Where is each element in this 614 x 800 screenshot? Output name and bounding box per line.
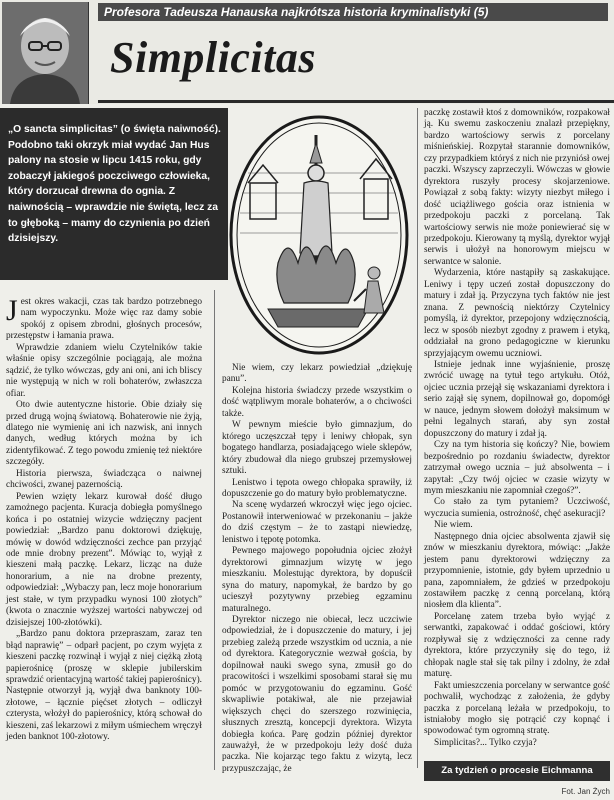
body-paragraph: Następnego dnia ojciec absolwenta zjawił się znów w mieszkaniu dyrektora, mówiąc: „Jakże jestem panu dyrektorowi wdzięczny za przypomnienie, istotnie, gdy byłem uprzednio u pana, zapomniałem, że gdzieś w przedpokoju zostawiłem paczkę z cenną porcelaną, którą niosłem dla klienta”. <box>424 531 610 611</box>
author-portrait-image <box>2 2 88 104</box>
drop-cap: J <box>6 294 18 327</box>
woodcut-illustration <box>228 113 410 357</box>
hus-stake-engraving <box>228 113 410 357</box>
body-paragraph: Wydarzenia, które nastąpiły są zaskakujące. Leniwy i tępy uczeń został dopuszczony do matury i zdał ją. Przyczyna tych faktów nie jest znana. Z pewnością niektórzy Czytelnicy pomyślą, iż dyrektor, przepojony wdzięcznością, lecz w sposób niezbyt zgodny z prawem i etyką, oddziałał na grono pedagogiczne w kierunku sprzyjającym owemu uczniowi. <box>424 268 610 359</box>
body-paragraph: Pewnego majowego popołudnia ojciec złożył dyrektorowi gimnazjum wizytę w jego mieszkaniu. Molestując dyrektora, by dopuścił syna do matury, napomykał, że bardzo by go ucieszył pozytywny przebieg egzaminu maturalnego. <box>222 546 412 614</box>
header <box>0 0 614 104</box>
body-paragraph: Co stało za tym pytaniem? Uczciwość, wyczucia sumienia, ostrożność, chęć asekuracji? <box>424 497 610 519</box>
column-divider-left <box>214 290 215 770</box>
body-paragraph: Wprawdzie zdaniem wielu Czytelników takie właśnie opisy szczególnie pociągają, ale można sądzić, że tylko wówczas, gdy ani oni, ani ich bliscy nie występują w nich w roli bohaterów, zwłaszcza ofiar. <box>6 342 202 399</box>
next-week-teaser: Za tydzień o procesie Eichmanna <box>424 761 610 781</box>
body-paragraph: Na scenę wydarzeń wkroczył więc jego ojciec. Postanowił interweniować w przekonaniu – jakże do dziś częstym – że to zastąpi niewiedzę, lenistwo i tępotę potomka. <box>222 500 412 545</box>
body-paragraph: Fakt umieszczenia porcelany w serwantce gość pochwalił, wychodząc z założenia, że gdyby paczka z porcelaną leżała w przedpokoju, to istniałoby mogło się potrącić czy kopnąć i spowodować tym ogromną stratę. <box>424 680 610 737</box>
article-column-2 <box>222 363 412 775</box>
article-column-3 <box>424 108 610 749</box>
body-paragraph: Historia pierwsza, świadcząca o naiwnej chciwości, zwanej pazernością. <box>6 468 202 491</box>
closing-line: Simplicitas?... Tylko czyja? <box>434 737 537 748</box>
opening-paragraph: Jest okres wakacji, czas tak bardzo potrzebnego nam wypoczynku. Może więc raz damy sobie spokój z opisem zbrodni, głośnych procesów, przestępstw i łamania prawa. <box>6 294 202 342</box>
body-paragraph: Dyrektor niczego nie obiecał, lecz uczciwie odpowiedział, że i dopuszczenie do matury, i jej przebieg zależą przede wszystkim od ucznia, a nie od dyrektora. Kategorycznie wezwał gościa, by dopilnował nauki swego syna, zmusił go do pracowitości i wszelkimi sposobami starał się mu pomóc w przygotowaniu do egzaminu. Gość skwapliwie potakiwał, ale nie przejawiał większych chęci do szerszego rozwinięcia, słusznych zresztą, koncepcji dyrektora. Wizyta dobiegła końca. Parę godzin później dyrektor zauważył, że w przedpokoju leży dość duża paczka. Nie kojarząc tego faktu z wizytą, lecz przypuszczając, że <box>222 614 412 774</box>
photo-credit: Fot. Jan Żych <box>561 787 610 796</box>
body-paragraph: Istnieje jednak inne wyjaśnienie, proszę zwrócić uwagę na tytuł tego artykułu. Otóż, ojciec ucznia przejął się wskazaniami dyrektora i serio zajął się synem, dopilnował go, dopomógł w nauce, jednym słowem dołożył maksimum w pełni legalnych starań, aby syn został dopuszczony do matury i zdał ją. <box>424 359 610 439</box>
article-title: Simplicitas <box>110 33 316 82</box>
body-paragraph: „Bardzo panu doktora przepraszam, zaraz ten błąd naprawię” – odparł pacjent, po czym wyjęta z kieszeni paczkę rozwinął i wyjął z niej ciężką złotą papierośnicę (proszę w sklepie jubilerskim sprawdzić orientacyjną wartość takiej papierośnicy). Następnie otworzył ją, wyjął dwa banknoty 100-złotowe, – łącznie pięćset złotych – odliczył czterysta, włożył do papierośnicy, którą schował do kieszeni, zaś lekarzowi z miłym uśmiechem wręczył jeden banknot 100-złotowy. <box>6 629 202 743</box>
header-rule <box>98 100 614 103</box>
body-paragraph: Czy na tym historia się kończy? Nie, bowiem bezpośrednio po rozdaniu świadectw, dyrektor zatrzymał owego ucznia – już absolwenta – i zapytał: „Czy twój ojciec w czasie wizyty w mym mieszkaniu nie zapomniał czegoś?”. <box>424 440 610 496</box>
body-paragraph: Lenistwo i tępota owego chłopaka sprawiły, iż dopuszczenie go do matury było problematyczne. <box>222 477 412 499</box>
column-divider-right <box>417 108 418 768</box>
body-paragraph: Kolejna historia świadczy przede wszystkim o dość wątpliwym morale bohaterów, a o chciwości także. <box>222 385 412 419</box>
article-column-1 <box>6 294 202 744</box>
body-paragraph: Nie wiem, czy lekarz powiedział „dziękuję panu”. <box>222 363 412 385</box>
body-paragraph: Oto dwie autentyczne historie. Obie działy się przed drugą wojną światową. Bohaterowie nie żyją, dlatego nie wymienię ani ich nazwisk, ani innych danych, według których można by ich zidentyfikować. Z tego powodu zmienię też niektóre szczegóły. <box>6 400 202 468</box>
body-paragraph: W pewnym mieście było gimnazjum, do którego uczęszczał tępy i leniwy chłopak, syn bogatego handlarza, posiadającego wiele sklepów, który zbudował dla niego grubszej przemysłowej sztuki. <box>222 420 412 477</box>
series-kicker: Profesora Tadeusza Hanauska najkrótsza historia kryminalistyki (5) <box>98 3 608 21</box>
body-paragraph: Nie wiem. <box>434 520 473 531</box>
author-photo <box>2 2 89 104</box>
body-paragraph: paczkę zostawił ktoś z domowników, rozpakował ją. Ku swemu zaskoczeniu znalazł przepiękny, bardzo wartościowy serwis z porcelany miśnieńskiej. Rozpytał starannie domowników, czy przypadkiem któryś z nich nie przyniósł owej paczki. Wszyscy zaprzeczyli. Wówczas w głowie dyrektora ruszyły procesy skojarzeniowe. Powiązał z sobą fakty: wizyty niezbyt miłego i dość uciążliwego gościa oraz istnienia w przedpokoju paczki z porcelaną. Tak wartościowy serwis nie może poniewierać się w przedpokoju. Kierowany tą myślą, dyrektor wyjął serwis i ułożył na honorowym miejscu w serwantce w salonie. <box>424 108 610 267</box>
body-paragraph: Porcelanę zatem trzeba było wyjąć z serwantki, zapakować i oddać gościowi, który rozpływał się z wdzięczności za cenne rady dyrektora, które przyczyniły się do tego, iż chłopak nagle stał się tak pilny i zdolny, że zdał maturę. <box>424 611 610 680</box>
body-paragraph: Pewien wzięty lekarz kurował dość długo zamożnego pacjenta. Kuracja dobiegła pomyślnego końca i po ostatniej wizycie wdzięczny pacjent powiedział: „Bardzo panu doktorowi dziękuję, mówię w dowód wdzięczności zechce pan przyjąć ode mnie drobny prezent”. Mówiąc to, wyjął z kieszeni małą paczkę. Lekarz, licząc na duże honorarium, a nie na drobne prezenty, odpowiedział: „Wybaczy pan, lecz moje honorarium jest stałe, w tym przypadku wynosi 100 złotych” (kwota o znacznie wyższej wartości nabywczej od dzisiejszej 100-złotówki). <box>6 491 202 628</box>
lead-paragraph: „O sancta simplicitas” (o święta naiwność). Podobno taki okrzyk miał wydać Jan Hus palony na stosie w lipcu 1415 roku, gdy zobaczył jakiegoś poczciwego człowieka, który dorzucał drewna do ognia. Z naiwnością – wprawdzie nie świętą, lecz za to głęboką – mamy do czynienia po dzień dzisiejszy. <box>8 124 221 245</box>
